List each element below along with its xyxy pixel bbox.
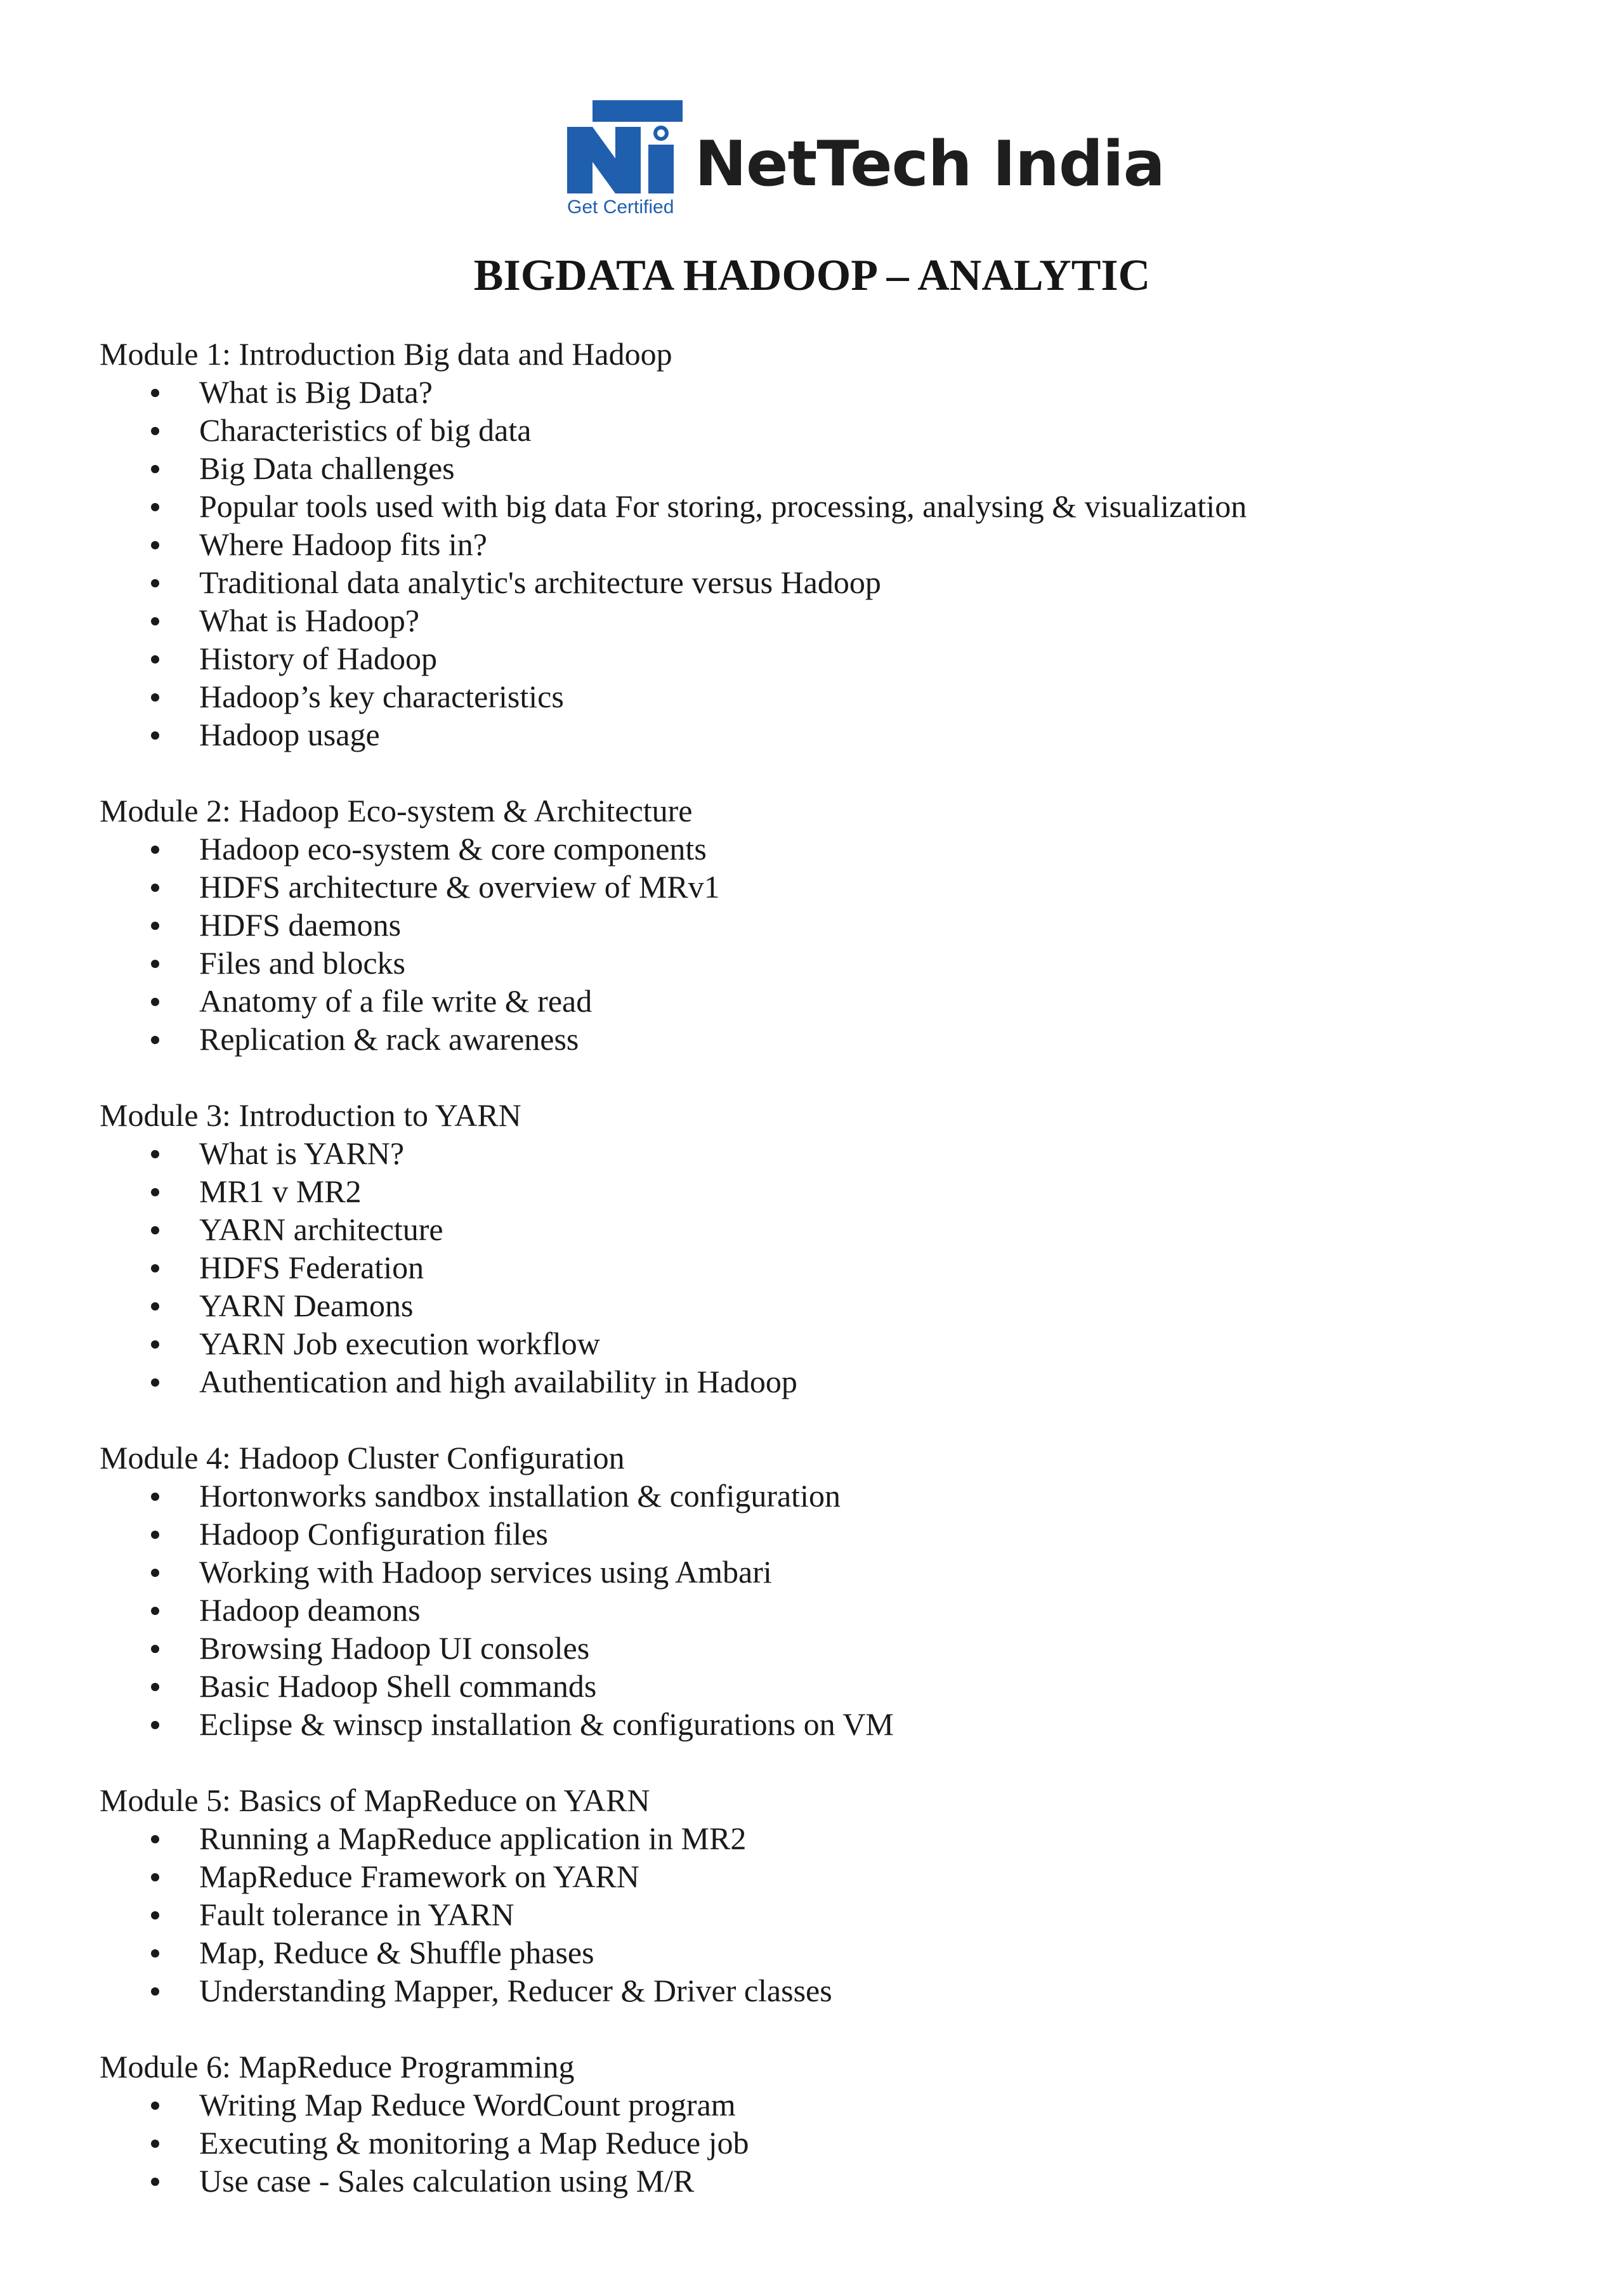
topic-text: What is Big Data? [199, 374, 433, 410]
topic-text: YARN architecture [199, 1212, 443, 1247]
topic-text: Fault tolerance in YARN [199, 1897, 514, 1932]
bullet-icon [151, 1645, 159, 1653]
document-title: BIGDATA HADOOP – ANALYTIC [473, 251, 1151, 300]
topic-item [100, 563, 1559, 601]
topic-list [100, 830, 1559, 1058]
topic-text: Hadoop usage [199, 717, 380, 752]
topic-item [100, 2086, 1559, 2124]
bullet-icon [151, 1683, 159, 1691]
topic-text: MR1 v MR2 [199, 1174, 362, 1209]
bullet-icon [151, 1493, 159, 1501]
topic-text: Popular tools used with big data For storing, processing, analysing & visualization [199, 488, 1247, 524]
topic-item [100, 1248, 1559, 1286]
topic-item [100, 487, 1559, 525]
nettech-logo-mark [565, 95, 685, 216]
topic-item [100, 1857, 1559, 1895]
bullet-icon [151, 1036, 159, 1044]
topic-text: Hadoop’s key characteristics [199, 679, 564, 714]
topic-item [100, 1705, 1559, 1743]
topic-item [100, 1515, 1559, 1553]
topic-item [100, 1172, 1559, 1210]
topic-list [100, 1134, 1559, 1401]
bullet-icon [151, 465, 159, 473]
topic-item [100, 1020, 1559, 1058]
topic-item [100, 2124, 1559, 2162]
bullet-icon [151, 1150, 159, 1158]
bullet-icon [151, 884, 159, 892]
bullet-icon [151, 579, 159, 587]
module-section [100, 1096, 1559, 1401]
bullet-icon [151, 1987, 159, 1996]
bullet-icon [151, 922, 159, 930]
module-section [100, 1439, 1559, 1743]
topic-item [100, 2162, 1559, 2200]
bullet-icon [151, 1531, 159, 1539]
topic-item [100, 982, 1559, 1020]
bullet-icon [151, 960, 159, 968]
topic-item [100, 1210, 1559, 1248]
topic-text: MapReduce Framework on YARN [199, 1859, 639, 1894]
bullet-icon [151, 2102, 159, 2110]
topic-text: Files and blocks [199, 945, 405, 981]
bullet-icon [151, 1721, 159, 1729]
bullet-icon [151, 846, 159, 854]
topic-text: HDFS daemons [199, 907, 402, 943]
topic-item [100, 906, 1559, 944]
topic-item [100, 411, 1559, 449]
topic-text: Replication & rack awareness [199, 1021, 579, 1057]
bullet-icon [151, 503, 159, 511]
topic-text: Writing Map Reduce WordCount program [199, 2087, 736, 2122]
topic-item [100, 944, 1559, 982]
module-section [100, 2048, 1559, 2200]
topic-item [100, 525, 1559, 563]
topic-list [100, 1477, 1559, 1743]
bullet-icon [151, 655, 159, 664]
topic-item [100, 1819, 1559, 1857]
topic-text: HDFS Federation [199, 1250, 424, 1285]
topic-text: Basic Hadoop Shell commands [199, 1668, 597, 1704]
topic-item [100, 1477, 1559, 1515]
module-heading: Module 3: Introduction to YARN [100, 1097, 521, 1133]
topic-text: Working with Hadoop services using Ambari [199, 1554, 772, 1590]
brand-name: NetTech India [695, 128, 1165, 200]
topic-item [100, 1324, 1559, 1363]
bullet-icon [151, 693, 159, 702]
bullet-icon [151, 1302, 159, 1311]
topic-text: Use case - Sales calculation using M/R [199, 2163, 695, 2199]
logo-tagline: Get Certified [567, 197, 674, 216]
topic-text: What is Hadoop? [199, 603, 420, 638]
topic-text: Understanding Mapper, Reducer & Driver classes [199, 1973, 832, 2008]
module-section [100, 792, 1559, 1058]
topic-item [100, 677, 1559, 716]
topic-list [100, 1819, 1559, 2010]
topic-text: History of Hadoop [199, 641, 437, 676]
topic-text: Hadoop eco-system & core components [199, 831, 707, 866]
topic-text: Anatomy of a file write & read [199, 983, 593, 1019]
module-heading: Module 5: Basics of MapReduce on YARN [100, 1782, 650, 1818]
topic-item [100, 716, 1559, 754]
module-heading: Module 2: Hadoop Eco-system & Architecture [100, 793, 693, 828]
topic-text: What is YARN? [199, 1135, 405, 1171]
topic-text: Hadoop deamons [199, 1592, 421, 1628]
topic-text: Where Hadoop fits in? [199, 526, 488, 562]
topic-text: Big Data challenges [199, 450, 455, 486]
topic-text: Hadoop Configuration files [199, 1516, 548, 1552]
module-section [100, 335, 1559, 754]
bullet-icon [151, 1378, 159, 1387]
module-heading: Module 6: MapReduce Programming [100, 2049, 575, 2084]
bullet-icon [151, 1340, 159, 1349]
bullet-icon [151, 1607, 159, 1615]
topic-text: Authentication and high availability in Hadoop [199, 1364, 797, 1399]
topic-item [100, 601, 1559, 639]
topic-text: Hortonworks sandbox installation & configuration [199, 1478, 841, 1514]
bullet-icon [151, 1188, 159, 1196]
topic-item [100, 1667, 1559, 1705]
bullet-icon [151, 1911, 159, 1919]
topic-text: Executing & monitoring a Map Reduce job [199, 2125, 749, 2161]
bullet-icon [151, 617, 159, 625]
nettech-logo [565, 95, 1165, 216]
topic-item [100, 1553, 1559, 1591]
topic-item [100, 1895, 1559, 1933]
topic-text: Eclipse & winscp installation & configurations on VM [199, 1706, 894, 1742]
topic-text: Characteristics of big data [199, 412, 532, 448]
topic-text: Running a MapReduce application in MR2 [199, 1821, 747, 1856]
topic-item [100, 830, 1559, 868]
module-section [100, 1781, 1559, 2010]
bullet-icon [151, 1949, 159, 1958]
topic-text: HDFS architecture & overview of MRv1 [199, 869, 720, 905]
bullet-icon [151, 1835, 159, 1843]
topic-list [100, 2086, 1559, 2200]
bullet-icon [151, 731, 159, 740]
topic-item [100, 1933, 1559, 1971]
topic-text: YARN Deamons [199, 1288, 414, 1323]
topic-item [100, 1629, 1559, 1667]
topic-text: YARN Job execution workflow [199, 1326, 600, 1361]
module-heading: Module 1: Introduction Big data and Hadoop [100, 336, 672, 372]
topic-item [100, 1591, 1559, 1629]
topic-item [100, 1971, 1559, 2010]
bullet-icon [151, 541, 159, 549]
module-heading: Module 4: Hadoop Cluster Configuration [100, 1440, 625, 1475]
topic-item [100, 373, 1559, 411]
bullet-icon [151, 998, 159, 1006]
bullet-icon [151, 1569, 159, 1577]
bullet-icon [151, 427, 159, 435]
topic-item [100, 868, 1559, 906]
bullet-icon [151, 1226, 159, 1234]
topic-text: Map, Reduce & Shuffle phases [199, 1935, 594, 1970]
topic-list [100, 373, 1559, 754]
bullet-icon [151, 389, 159, 397]
topic-item [100, 1134, 1559, 1172]
topic-item [100, 449, 1559, 487]
bullet-icon [151, 1264, 159, 1272]
topic-text: Browsing Hadoop UI consoles [199, 1630, 590, 1666]
module-list [100, 335, 1559, 2238]
bullet-icon [151, 2140, 159, 2148]
bullet-icon [151, 1873, 159, 1881]
topic-item [100, 639, 1559, 677]
topic-item [100, 1363, 1559, 1401]
bullet-icon [151, 2178, 159, 2186]
topic-text: Traditional data analytic's architecture versus Hadoop [199, 565, 881, 600]
topic-item [100, 1286, 1559, 1324]
